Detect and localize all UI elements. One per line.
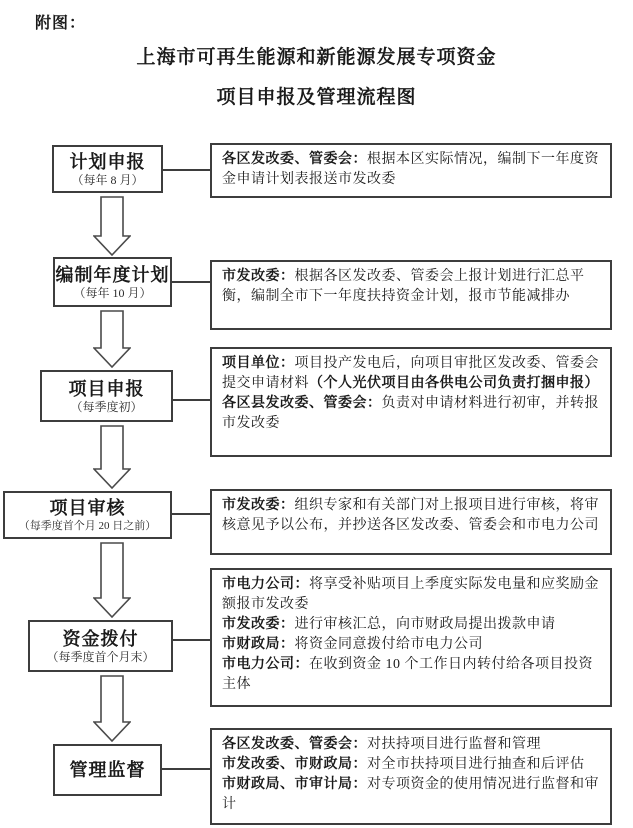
connector-line: [172, 281, 210, 283]
page-title-line-2: 项目申报及管理流程图: [216, 87, 417, 108]
role-label: 市电力公司：: [222, 577, 309, 592]
down-arrow-icon: [93, 675, 131, 742]
desc-paragraph: [222, 655, 600, 695]
desc-text: 对全市扶持项目进行抽查和后评估: [367, 757, 585, 772]
step-title: 项目审核: [49, 497, 126, 518]
role-label: 各区县发改委、管委会：: [222, 396, 382, 411]
down-arrow-icon: [93, 310, 131, 368]
desc-paragraph: [222, 575, 600, 615]
desc-box-plan-declaration: [210, 143, 612, 198]
role-label: 各区发改委、管委会：: [222, 737, 367, 752]
role-label: 市发改委：: [222, 498, 295, 513]
step-subtitle: （每季度初）: [70, 399, 143, 414]
desc-box-management-supervision: [210, 728, 612, 825]
desc-paragraph: [222, 735, 600, 755]
role-label: 项目单位：: [222, 356, 295, 371]
step-subtitle: （每年 8 月）: [71, 172, 144, 187]
step-subtitle: （每季度首个月 20 日之前）: [18, 519, 157, 532]
desc-box-project-review: [210, 489, 612, 555]
down-arrow-icon: [93, 425, 131, 489]
step-title: 管理监督: [69, 760, 146, 780]
desc-text: 对专项资金的使用情况进行监督和审计: [222, 777, 599, 812]
role-label: 市发改委：: [222, 617, 295, 632]
figure-label: 附图：: [35, 15, 87, 32]
step-box-project-review: [3, 491, 172, 539]
desc-text: 根据各区发改委、管委会上报计划进行汇总平衡，编制全市下一年度扶持资金计划，报市节能减排办: [222, 269, 585, 304]
desc-paragraph: [222, 150, 600, 190]
desc-paragraph: [222, 394, 600, 434]
step-title: 编制年度计划: [55, 264, 170, 285]
role-label: 市发改委：: [222, 269, 295, 284]
desc-paragraph: [222, 615, 600, 635]
desc-paragraph: [222, 496, 600, 536]
role-label: 市发改委、市财政局：: [222, 757, 367, 772]
desc-text: 项目投产发电后，向项目审批区发改委、管委会提交申请材料: [222, 356, 599, 391]
connector-line: [163, 169, 210, 171]
desc-text: 在收到资金 10 个工作日内转付给各项目投资主体: [222, 657, 593, 692]
step-title: 计划申报: [69, 151, 146, 172]
step-box-annual-plan: [53, 257, 172, 307]
role-label: 市电力公司：: [222, 657, 309, 672]
desc-box-fund-allocation: [210, 568, 612, 707]
desc-text: 进行审核汇总，向市财政局提出拨款申请: [294, 617, 556, 632]
desc-box-project-declaration: [210, 347, 612, 457]
desc-text: 组织专家和有关部门对上报项目进行审核，将审核意见予以公布，并抄送各区发改委、管委会和市电力公司: [222, 498, 599, 533]
step-subtitle: （每季度首个月末）: [46, 649, 155, 664]
page-title-line-1: 上海市可再生能源和新能源发展专项资金: [136, 47, 497, 68]
step-box-plan-declaration: [52, 145, 163, 193]
role-label: 各区发改委、管委会：: [222, 152, 367, 167]
desc-text: 将享受补贴项目上季度实际发电量和应奖励金额报市发改委: [222, 577, 599, 612]
step-box-fund-allocation: [28, 620, 173, 672]
step-box-project-declaration: [40, 370, 173, 422]
connector-line: [173, 639, 210, 641]
down-arrow-icon: [93, 196, 131, 256]
role-label: （个人光伏项目由各供电公司负责打捆申报）: [309, 376, 599, 391]
desc-paragraph: [222, 755, 600, 775]
desc-text: 负责对申请材料进行初审，并转报市发改委: [222, 396, 599, 431]
role-label: 市财政局：: [222, 637, 295, 652]
desc-text: 根据本区实际情况，编制下一年度资金申请计划表报送市发改委: [222, 152, 599, 187]
step-subtitle: （每年 10 月）: [73, 285, 152, 300]
desc-paragraph: [222, 354, 600, 394]
desc-paragraph: [222, 775, 600, 815]
step-box-management-supervision: [53, 744, 162, 796]
connector-line: [173, 399, 210, 401]
desc-paragraph: [222, 267, 600, 307]
connector-line: [172, 513, 210, 515]
step-title: 资金拨付: [62, 628, 139, 649]
step-title: 项目申报: [68, 378, 145, 399]
role-label: 市财政局、市审计局：: [222, 777, 367, 792]
down-arrow-icon: [93, 542, 131, 618]
connector-line: [162, 768, 210, 770]
desc-box-annual-plan: [210, 260, 612, 330]
desc-text: 将资金同意拨付给市电力公司: [294, 637, 483, 652]
desc-paragraph: [222, 635, 600, 655]
desc-text: 对扶持项目进行监督和管理: [367, 737, 541, 752]
